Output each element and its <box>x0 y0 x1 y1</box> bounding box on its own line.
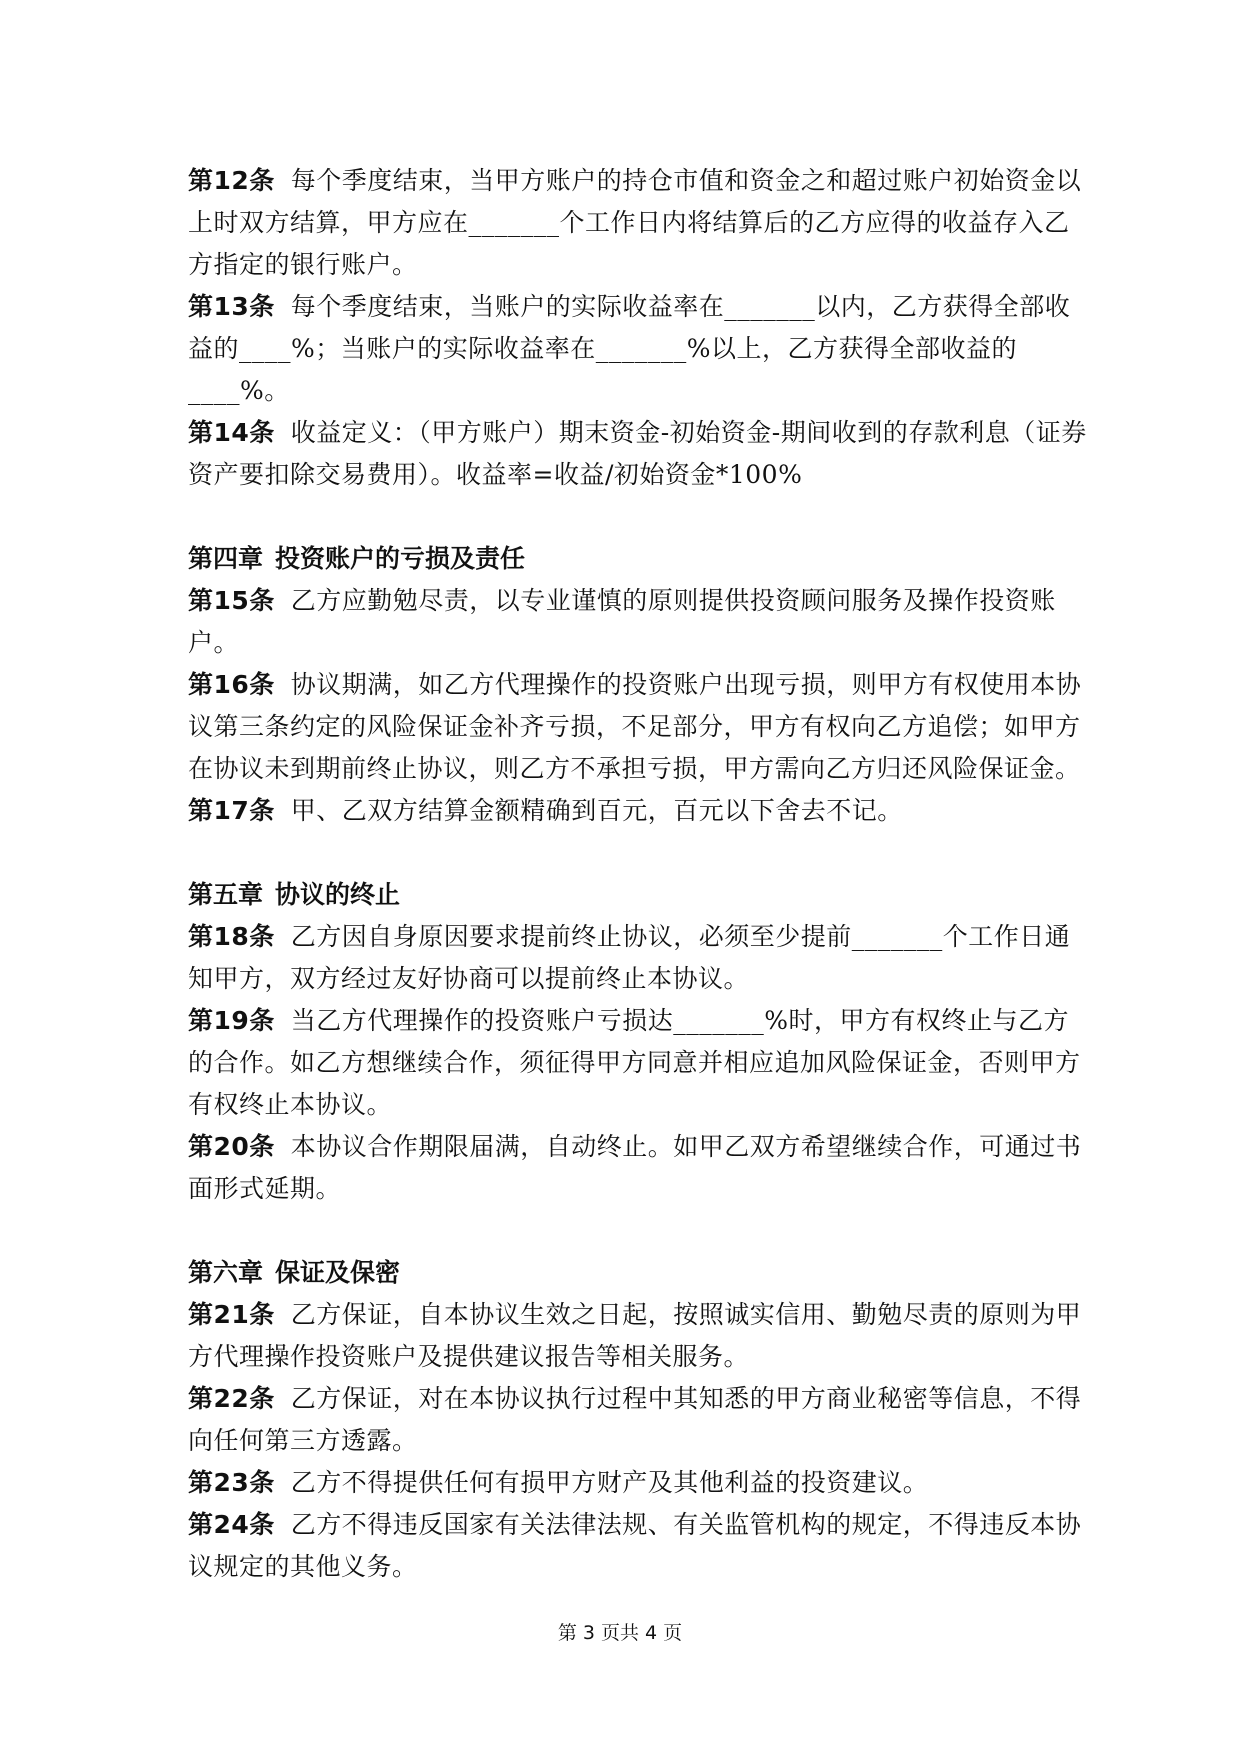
chapter-number: 第六章 <box>188 1258 264 1287</box>
article-text: 当乙方代理操作的投资账户亏损达_______%时，甲方有权终止与乙方的合作。如乙方想继续合作，须征得甲方同意并相应追加风险保证金，否则甲方有权终止本协议。 <box>188 1006 1081 1119</box>
document-body <box>188 160 1088 1588</box>
article-text: 收益定义：（甲方账户）期末资金-初始资金-期间收到的存款利息（证券资产要扣除交易费用）。收益率=收益/初始资金*100% <box>188 418 1087 489</box>
chapter-number: 第四章 <box>188 544 264 573</box>
article-24 <box>188 1504 1088 1588</box>
article-number: 第16条 <box>188 670 275 699</box>
chapter-number: 第五章 <box>188 880 264 909</box>
article-number: 第23条 <box>188 1468 275 1497</box>
chapter-5-heading <box>188 874 1088 916</box>
article-22 <box>188 1378 1088 1462</box>
article-number: 第15条 <box>188 586 275 615</box>
article-number: 第22条 <box>188 1384 275 1413</box>
article-text: 乙方不得违反国家有关法律法规、有关监管机构的规定，不得违反本协议规定的其他义务。 <box>188 1510 1082 1581</box>
article-number: 第17条 <box>188 796 275 825</box>
section-spacer <box>188 496 1088 538</box>
article-13 <box>188 286 1088 412</box>
article-number: 第21条 <box>188 1300 275 1329</box>
article-text: 乙方保证，对在本协议执行过程中其知悉的甲方商业秘密等信息，不得向任何第三方透露。 <box>188 1384 1082 1455</box>
article-19 <box>188 1000 1088 1126</box>
section-spacer <box>188 1210 1088 1252</box>
article-number: 第20条 <box>188 1132 275 1161</box>
article-text: 乙方不得提供任何有损甲方财产及其他利益的投资建议。 <box>290 1468 929 1497</box>
article-14 <box>188 412 1088 496</box>
article-12 <box>188 160 1088 286</box>
article-17 <box>188 790 1088 832</box>
page-number-footer: 第 3 页共 4 页 <box>557 1622 683 1644</box>
article-number: 第19条 <box>188 1006 275 1035</box>
article-20 <box>188 1126 1088 1210</box>
article-number: 第13条 <box>188 292 275 321</box>
article-number: 第18条 <box>188 922 275 951</box>
chapter-4-heading <box>188 538 1088 580</box>
article-number: 第12条 <box>188 166 275 195</box>
chapter-title: 投资账户的亏损及责任 <box>275 544 526 573</box>
article-text: 协议期满，如乙方代理操作的投资账户出现亏损，则甲方有权使用本协议第三条约定的风险保证金补齐亏损，不足部分，甲方有权向乙方追偿；如甲方在协议未到期前终止协议，则乙方不承担亏损，甲方需向乙方归还风险保证金。 <box>188 670 1082 783</box>
section-spacer <box>188 832 1088 874</box>
article-text: 每个季度结束，当甲方账户的持仓市值和资金之和超过账户初始资金以上时双方结算，甲方应在_______个工作日内将结算后的乙方应得的收益存入乙方指定的银行账户。 <box>188 166 1082 279</box>
article-number: 第24条 <box>188 1510 275 1539</box>
article-text: 甲、乙双方结算金额精确到百元，百元以下舍去不记。 <box>290 796 903 825</box>
chapter-title: 保证及保密 <box>275 1258 401 1287</box>
article-text: 乙方保证，自本协议生效之日起，按照诚实信用、勤勉尽责的原则为甲方代理操作投资账户及提供建议报告等相关服务。 <box>188 1300 1082 1371</box>
article-number: 第14条 <box>188 418 275 447</box>
article-text: 乙方应勤勉尽责，以专业谨慎的原则提供投资顾问服务及操作投资账户。 <box>188 586 1056 657</box>
chapter-title: 协议的终止 <box>275 880 401 909</box>
article-23 <box>188 1462 1088 1504</box>
article-16 <box>188 664 1088 790</box>
article-text: 每个季度结束，当账户的实际收益率在_______以内，乙方获得全部收益的____%；当账户的实际收益率在_______%以上，乙方获得全部收益的____%。 <box>188 292 1071 405</box>
article-text: 本协议合作期限届满，自动终止。如甲乙双方希望继续合作，可通过书面形式延期。 <box>188 1132 1082 1203</box>
article-18 <box>188 916 1088 1000</box>
article-text: 乙方因自身原因要求提前终止协议，必须至少提前_______个工作日通知甲方，双方经过友好协商可以提前终止本协议。 <box>188 922 1071 993</box>
chapter-6-heading <box>188 1252 1088 1294</box>
article-15 <box>188 580 1088 664</box>
article-21 <box>188 1294 1088 1378</box>
